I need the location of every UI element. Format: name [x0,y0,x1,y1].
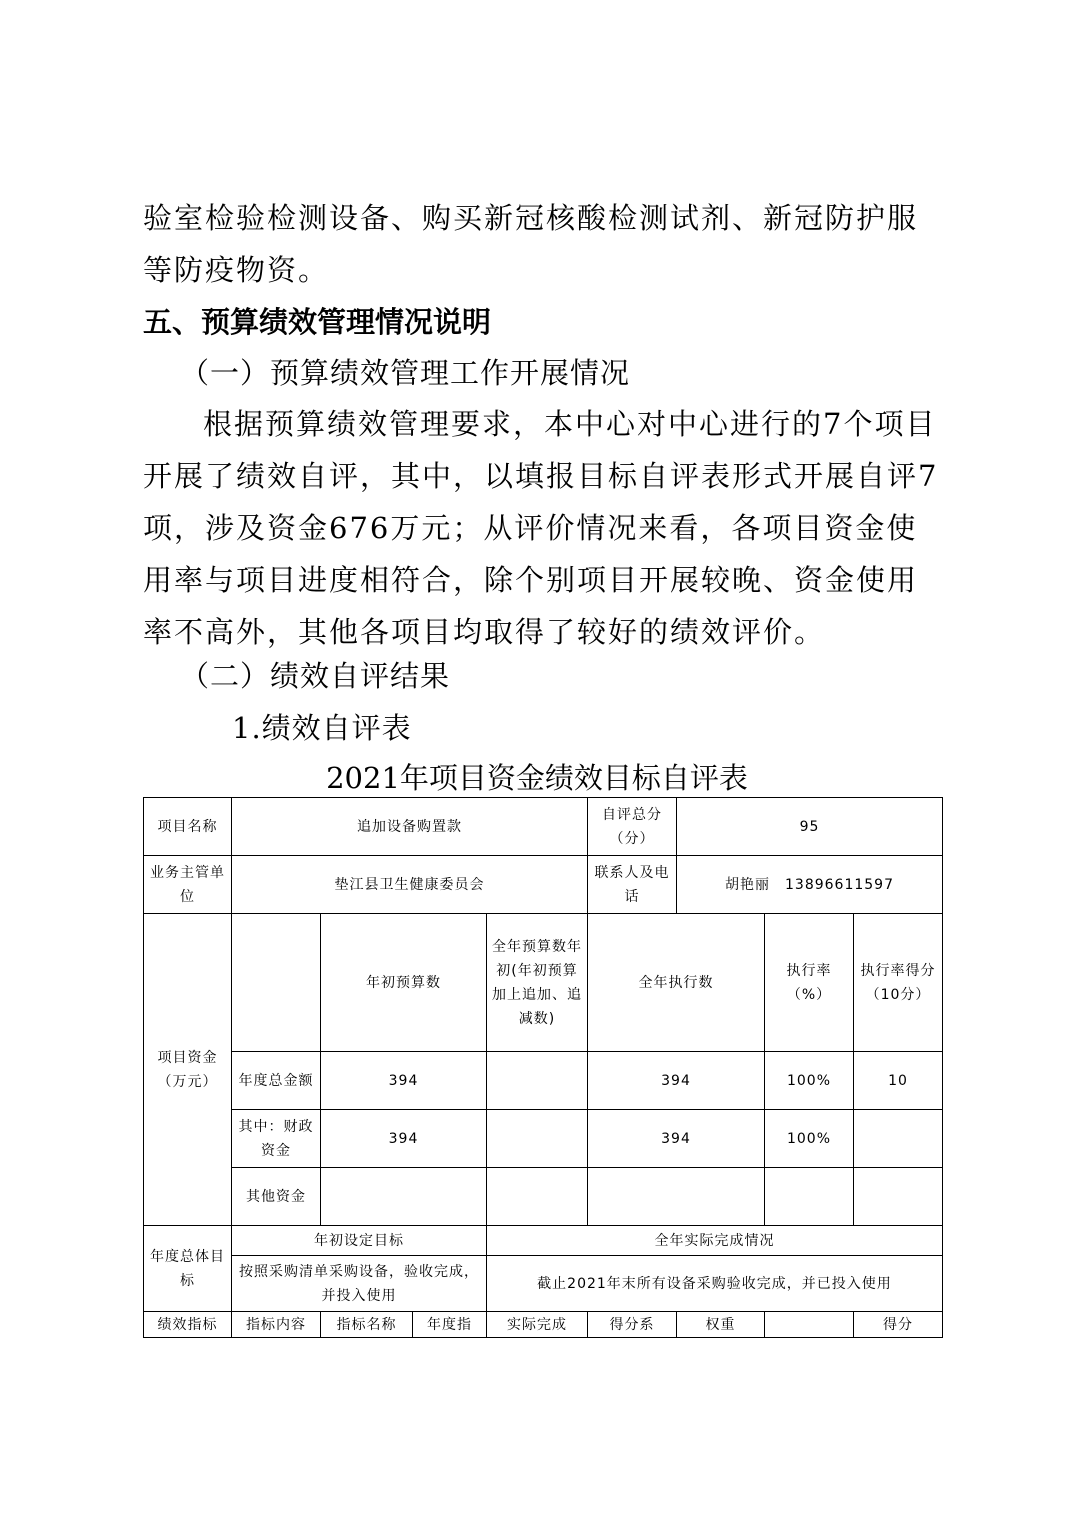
row-rate: 100% [765,1110,854,1168]
funds-label: 项目资金（万元） [144,914,232,1226]
dept: 垫江县卫生健康委员会 [232,856,588,914]
row-rate: 100% [765,1052,854,1110]
row-label: 年度总金额 [232,1052,321,1110]
total-score: 95 [677,798,943,856]
perf-cell: 得分系 [588,1312,677,1338]
row-label: 其他资金 [232,1168,321,1226]
perf-cell: 得分 [854,1312,943,1338]
section-heading: 五、预算绩效管理情况说明 [143,305,492,339]
row-initial [321,1168,487,1226]
goal-actual-header: 全年实际完成情况 [487,1226,943,1256]
row-score [854,1168,943,1226]
row-full-year [487,1052,588,1110]
project-name-label: 项目名称 [144,798,232,856]
project-name: 追加设备购置款 [232,798,588,856]
sub2-heading: （二）绩效自评结果 [180,659,451,693]
row-label: 其中：财政资金 [232,1110,321,1168]
col-full-year-budget: 全年预算数年初(年初预算加上追加、追减数) [487,914,588,1052]
perf-cell: 绩效指标 [144,1312,232,1338]
row-initial: 394 [321,1052,487,1110]
row-score [854,1110,943,1168]
intro-continuation: 验室检验检测设备、购买新冠核酸检测试剂、新冠防护服等防疫物资。 [143,201,919,287]
goal-actual: 截止2021年末所有设备采购验收完成，并已投入使用 [487,1256,943,1312]
dept-label: 业务主管单位 [144,856,232,914]
self-evaluation-table [143,797,943,1338]
row-rate [765,1168,854,1226]
perf-cell: 权重 [677,1312,765,1338]
col-exec-score: 执行率得分（10分） [854,914,943,1052]
row-score: 10 [854,1052,943,1110]
row-full-year [487,1110,588,1168]
col-initial-budget: 年初预算数 [321,914,487,1052]
perf-cell: 年度指 [413,1312,487,1338]
sub2-item: 1.绩效自评表 [232,711,412,745]
perf-cell: 指标名称 [321,1312,413,1338]
col-exec-rate: 执行率（%） [765,914,854,1052]
sub1-heading: （一）预算绩效管理工作开展情况 [180,356,631,390]
perf-cell: 实际完成 [487,1312,588,1338]
row-execution [588,1168,765,1226]
row-execution: 394 [588,1110,765,1168]
goal-set-header: 年初设定目标 [232,1226,487,1256]
annual-goal-label: 年度总体目标 [144,1226,232,1312]
total-score-label: 自评总分（分） [588,798,677,856]
goal-set: 按照采购清单采购设备，验收完成，并投入使用 [232,1256,487,1312]
row-execution: 394 [588,1052,765,1110]
perf-cell: 指标内容 [232,1312,321,1338]
row-initial: 394 [321,1110,487,1168]
col-execution: 全年执行数 [588,914,765,1052]
table-title: 2021年项目资金绩效目标自评表 [326,761,748,795]
sub1-paragraph: 根据预算绩效管理要求，本中心对中心进行的7个项目开展了绩效自评，其中，以填报目标自评表形式开展自评7项，涉及资金676万元；从评价情况来看，各项目资金使用率与项目进度相符合，除个别项目开展较晚、资金使用率不高外，其他各项目均取得了较好的绩效评价。 [143,407,939,649]
contact-label: 联系人及电话 [588,856,677,914]
row-full-year [487,1168,588,1226]
blank-header-cell [232,914,321,1052]
contact: 胡艳丽 13896611597 [677,856,943,914]
perf-cell [765,1312,854,1338]
